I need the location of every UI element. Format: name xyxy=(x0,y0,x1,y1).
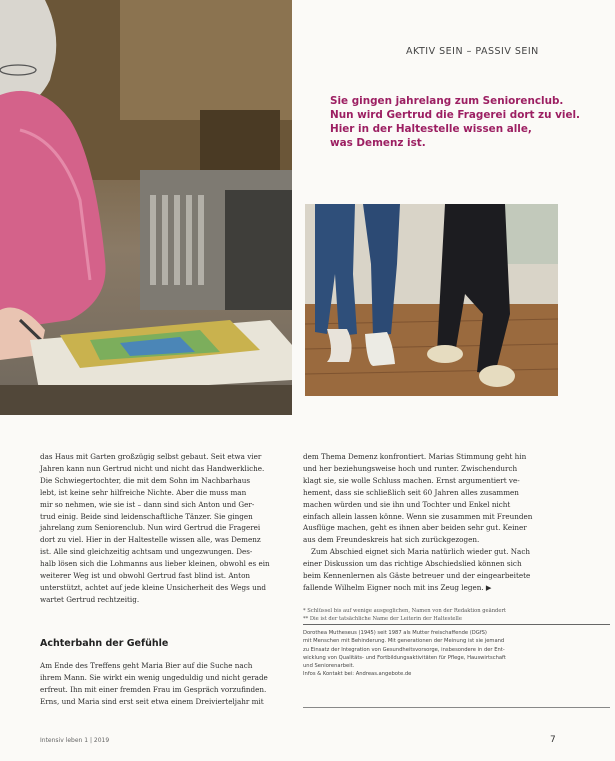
body-line: dort zu viel. Hier in der Haltestelle wissen alle, was Demenz xyxy=(40,535,261,545)
body-line: klagt sie, sie wolle Schluss machen. Ernst argumentiert ve- xyxy=(303,475,520,485)
info-line: und Seniorenarbeit. xyxy=(303,663,355,670)
body-line: Jahren kann nun Gertrud nicht und nicht das Handwerkliche. xyxy=(40,463,265,473)
body-line: einfach allein lassen könne. Wenn sie zusammen mit Freunden xyxy=(303,511,533,521)
info-line: mit Menschen mit Behinderung. Mit generationen der Meinung ist sie jemand xyxy=(303,638,505,645)
body-column-left-continued xyxy=(40,660,293,708)
body-line: Die Schwiegertochter, die mit dem Sohn im Nachbarhaus xyxy=(40,475,251,485)
body-line: beim Kennenlernen als Gäste betreuer und der eingearbeitete xyxy=(303,571,531,581)
photo-woman-puzzle-illustration xyxy=(0,0,292,415)
body-line: hement, dass sie schließlich seit 60 Jahren alles zusammen xyxy=(303,487,519,497)
body-line: jahrelang zum Seniorenclub. Nun wird Gertrud die Fragerei xyxy=(40,523,261,533)
body-line: Zum Abschied eignet sich Maria natürlich wieder gut. Nach xyxy=(311,547,530,557)
info-line: Dorothea Mutheseus (1945) seit 1987 als Mutter freischaffende (DGfS) xyxy=(303,630,487,636)
footnotes xyxy=(303,607,563,623)
body-line: das Haus mit Garten großzügig selbst gebaut. Seit etwa vier xyxy=(40,452,262,461)
page-number: 7 xyxy=(550,735,556,745)
info-line: wicklung von Qualitäts- und Fortbildungsaktivitäten für Pflege, Hauswirtschaft xyxy=(303,654,506,661)
body-line: fallende Wilhelm Eigner noch mit ins Zeug legen. ▶ xyxy=(303,582,492,592)
body-line: erfreut. Ihn mit einer fremden Frau im Gespräch vorzufinden. xyxy=(40,684,267,694)
body-line: machen würden und sie ihn und Tochter und Enkel nicht xyxy=(303,499,511,509)
photo-woman-puzzle xyxy=(0,0,292,415)
body-line: wartet Gertrud rechtzeitig. xyxy=(40,594,140,604)
body-line: halb lösen sich die Lohmanns aus lieber kleinen, obwohl es ein xyxy=(40,559,270,569)
body-line: mir so nehmen, wie sie ist – dann sind sich Anton und Ger- xyxy=(40,499,255,509)
footnote: * Schlüssel bis auf wenige ausgeglichen, Namen von der Redaktion geändert xyxy=(303,608,507,614)
body-line: Erns, und Maria sind erst seit etwa einem Dreivierteljahr mit xyxy=(40,696,264,706)
lead-text: Sie gingen jahrelang zum Seniorenclub. Nun wird Gertrud die Fragerei dort zu viel. Hier in der Haltestelle wissen alle, was Demenz ist. xyxy=(330,95,580,149)
body-line: Am Ende des Treffens geht Maria Bier auf die Suche nach xyxy=(40,661,253,670)
body-line: dem Thema Demenz konfrontiert. Marias Stimmung geht hin xyxy=(303,452,527,461)
body-line: unterstützt, achtet auf jede kleine Unsicherheit des Wegs und xyxy=(40,582,266,592)
info-line: Infos & Kontakt bei: Andreas.angebote.de xyxy=(303,671,412,678)
body-line: lebt, ist keine sehr hilfreiche Nichte. Aber die muss man xyxy=(40,487,247,497)
info-line: zu Einsatz der Integration von Gesundheitsvorsorge, insbesondere in der Ent- xyxy=(303,646,505,653)
body-line: und her beziehungsweise hoch und runter. Zwischendurch xyxy=(303,463,518,473)
body-line: aus dem Freundeskreis hat sich zurückgezogen. xyxy=(303,535,480,545)
author-info-box xyxy=(303,624,610,708)
footnote: ** Die ist der tatsächliche Name der Leiterin der Haltestelle xyxy=(303,616,462,622)
body-line: ihrem Mann. Sie wirkt ein wenig ungeduldig und nicht gerade xyxy=(40,672,268,682)
section-title: AKTIV SEIN – PASSIV SEIN xyxy=(406,46,539,57)
body-column-right xyxy=(303,451,556,594)
body-line: einer Diskussion um das richtige Abschiedslied können sich xyxy=(303,559,522,569)
subheading: Achterbahn der Gefühle xyxy=(40,638,169,649)
photo-dancing-feet-illustration xyxy=(305,204,558,396)
body-line: trud einig. Beide sind leidenschaftliche Tänzer. Sie gingen xyxy=(40,511,253,521)
body-line: weiterer Weg ist und obwohl Gertrud fast blind ist. Anton xyxy=(40,571,251,581)
body-line: ist. Alle sind gleichzeitig achtsam und ungezwungen. Des- xyxy=(40,547,253,557)
body-line: Ausflüge machen, geht es ihnen aber beiden sehr gut. Keiner xyxy=(303,523,527,533)
footer-publication: Intensiv leben 1 | 2019 xyxy=(40,737,110,744)
body-column-left xyxy=(40,451,293,606)
photo-dancing-feet xyxy=(305,204,558,396)
